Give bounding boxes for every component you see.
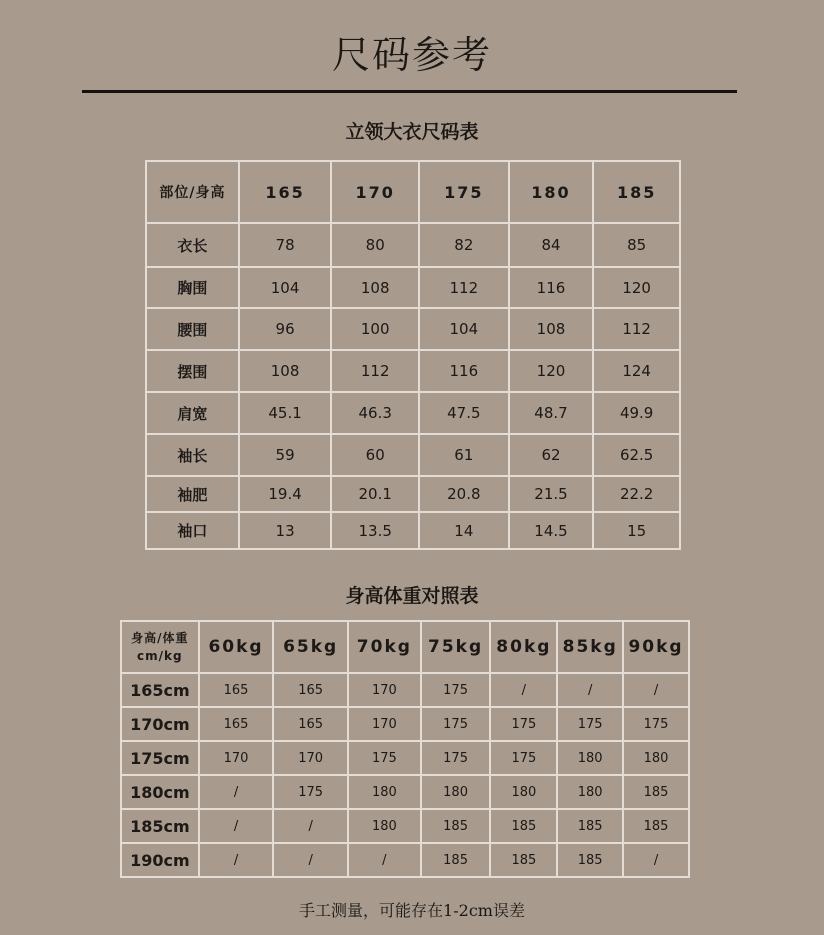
table-cell: 116 bbox=[419, 350, 509, 392]
table-cell: 180 bbox=[348, 809, 421, 843]
table-cell: 175 bbox=[623, 707, 689, 741]
table-row bbox=[146, 512, 680, 549]
table-row bbox=[146, 223, 680, 267]
table-cell: 80 bbox=[331, 223, 419, 267]
table-row bbox=[146, 308, 680, 350]
measurement-footnote: 手工测量，可能存在1-2cm误差 bbox=[299, 901, 525, 920]
height-weight-table bbox=[120, 620, 690, 878]
height-label: 165cm bbox=[121, 673, 199, 707]
measurement-label: 袖肥 bbox=[146, 476, 239, 512]
table-cell: 180 bbox=[348, 775, 421, 809]
table-cell: / bbox=[348, 843, 421, 877]
weight-table-header-row bbox=[121, 621, 689, 673]
table-row bbox=[121, 775, 689, 809]
table-cell: / bbox=[199, 843, 274, 877]
table-cell: 185 bbox=[623, 809, 689, 843]
size-table-header-row bbox=[146, 161, 680, 223]
table-cell: 185 bbox=[421, 809, 491, 843]
table-cell: 60 bbox=[331, 434, 419, 476]
table-cell: / bbox=[623, 673, 689, 707]
table-cell: 175 bbox=[557, 707, 623, 741]
table-cell: 175 bbox=[348, 741, 421, 775]
table-cell: 84 bbox=[509, 223, 594, 267]
height-header: 175 bbox=[419, 161, 509, 223]
table-cell: 45.1 bbox=[239, 392, 332, 434]
table-row bbox=[121, 741, 689, 775]
height-label: 190cm bbox=[121, 843, 199, 877]
height-header: 165 bbox=[239, 161, 332, 223]
table-cell: 170 bbox=[348, 673, 421, 707]
table-cell: 112 bbox=[593, 308, 680, 350]
table-cell: 46.3 bbox=[331, 392, 419, 434]
table-cell: 62 bbox=[509, 434, 594, 476]
table-cell: 13 bbox=[239, 512, 332, 549]
size-chart-table bbox=[145, 160, 681, 550]
table-row bbox=[146, 476, 680, 512]
weight-header: 85kg bbox=[557, 621, 623, 673]
table-cell: 20.8 bbox=[419, 476, 509, 512]
table-cell: 185 bbox=[421, 843, 491, 877]
table-cell: 165 bbox=[199, 673, 274, 707]
table-cell: 170 bbox=[199, 741, 274, 775]
table-cell: 165 bbox=[199, 707, 274, 741]
size-table-corner-label: 部位/身高 bbox=[146, 161, 239, 223]
height-label: 185cm bbox=[121, 809, 199, 843]
weight-header: 70kg bbox=[348, 621, 421, 673]
weight-table-corner-label bbox=[121, 621, 199, 673]
height-header: 185 bbox=[593, 161, 680, 223]
table-cell: / bbox=[199, 775, 274, 809]
table-cell: 14 bbox=[419, 512, 509, 549]
table-row bbox=[146, 434, 680, 476]
table-cell: 19.4 bbox=[239, 476, 332, 512]
table-cell: 13.5 bbox=[331, 512, 419, 549]
table-cell: 112 bbox=[331, 350, 419, 392]
table-cell: 20.1 bbox=[331, 476, 419, 512]
table-cell: 170 bbox=[273, 741, 348, 775]
table-cell: 22.2 bbox=[593, 476, 680, 512]
measurement-label: 衣长 bbox=[146, 223, 239, 267]
height-header: 170 bbox=[331, 161, 419, 223]
table-cell: 48.7 bbox=[509, 392, 594, 434]
corner-label-line2: cm/kg bbox=[137, 649, 183, 663]
table-cell: 165 bbox=[273, 707, 348, 741]
table-cell: 175 bbox=[490, 741, 557, 775]
table-cell: 59 bbox=[239, 434, 332, 476]
measurement-label: 肩宽 bbox=[146, 392, 239, 434]
table-cell: 15 bbox=[593, 512, 680, 549]
weight-header: 75kg bbox=[421, 621, 491, 673]
table-cell: 108 bbox=[331, 267, 419, 308]
table-cell: 78 bbox=[239, 223, 332, 267]
table-cell: / bbox=[623, 843, 689, 877]
table-cell: 62.5 bbox=[593, 434, 680, 476]
table-cell: 100 bbox=[331, 308, 419, 350]
weight-header: 90kg bbox=[623, 621, 689, 673]
size-table-title: 立领大衣尺码表 bbox=[345, 121, 479, 143]
weight-table-title: 身高体重对照表 bbox=[345, 585, 479, 607]
table-cell: 47.5 bbox=[419, 392, 509, 434]
table-cell: 112 bbox=[419, 267, 509, 308]
measurement-label: 袖口 bbox=[146, 512, 239, 549]
table-cell: 175 bbox=[421, 741, 491, 775]
title-divider bbox=[82, 90, 737, 93]
table-cell: / bbox=[199, 809, 274, 843]
table-cell: 175 bbox=[421, 707, 491, 741]
height-header: 180 bbox=[509, 161, 594, 223]
measurement-label: 摆围 bbox=[146, 350, 239, 392]
table-cell: 116 bbox=[509, 267, 594, 308]
table-cell: 185 bbox=[557, 809, 623, 843]
table-cell: 180 bbox=[490, 775, 557, 809]
table-row bbox=[121, 843, 689, 877]
table-row bbox=[146, 392, 680, 434]
table-cell: 180 bbox=[557, 741, 623, 775]
table-cell: 170 bbox=[348, 707, 421, 741]
table-cell: 104 bbox=[239, 267, 332, 308]
height-label: 170cm bbox=[121, 707, 199, 741]
weight-header: 65kg bbox=[273, 621, 348, 673]
table-cell: 108 bbox=[509, 308, 594, 350]
height-label: 180cm bbox=[121, 775, 199, 809]
table-cell: 185 bbox=[490, 843, 557, 877]
table-row bbox=[121, 809, 689, 843]
table-cell: 120 bbox=[593, 267, 680, 308]
height-label: 175cm bbox=[121, 741, 199, 775]
table-row bbox=[121, 707, 689, 741]
table-row bbox=[146, 267, 680, 308]
measurement-label: 袖长 bbox=[146, 434, 239, 476]
measurement-label: 腰围 bbox=[146, 308, 239, 350]
table-cell: 108 bbox=[239, 350, 332, 392]
table-cell: 85 bbox=[593, 223, 680, 267]
table-cell: 175 bbox=[421, 673, 491, 707]
measurement-label: 胸围 bbox=[146, 267, 239, 308]
corner-label-line1: 身高/体重 bbox=[131, 631, 189, 645]
table-cell: 180 bbox=[421, 775, 491, 809]
table-cell: 175 bbox=[490, 707, 557, 741]
table-cell: 21.5 bbox=[509, 476, 594, 512]
table-row bbox=[146, 350, 680, 392]
table-cell: 49.9 bbox=[593, 392, 680, 434]
table-cell: 185 bbox=[557, 843, 623, 877]
table-cell: 185 bbox=[623, 775, 689, 809]
weight-header: 60kg bbox=[199, 621, 274, 673]
table-cell: 14.5 bbox=[509, 512, 594, 549]
table-cell: 165 bbox=[273, 673, 348, 707]
table-cell: 180 bbox=[623, 741, 689, 775]
table-cell: 180 bbox=[557, 775, 623, 809]
page-title: 尺码参考 bbox=[331, 33, 492, 77]
table-row bbox=[121, 673, 689, 707]
table-cell: / bbox=[273, 843, 348, 877]
table-cell: 120 bbox=[509, 350, 594, 392]
table-cell: / bbox=[273, 809, 348, 843]
table-cell: 96 bbox=[239, 308, 332, 350]
table-cell: 124 bbox=[593, 350, 680, 392]
table-cell: 82 bbox=[419, 223, 509, 267]
table-cell: 104 bbox=[419, 308, 509, 350]
table-cell: / bbox=[557, 673, 623, 707]
table-cell: / bbox=[490, 673, 557, 707]
table-cell: 185 bbox=[490, 809, 557, 843]
weight-header: 80kg bbox=[490, 621, 557, 673]
table-cell: 61 bbox=[419, 434, 509, 476]
table-cell: 175 bbox=[273, 775, 348, 809]
